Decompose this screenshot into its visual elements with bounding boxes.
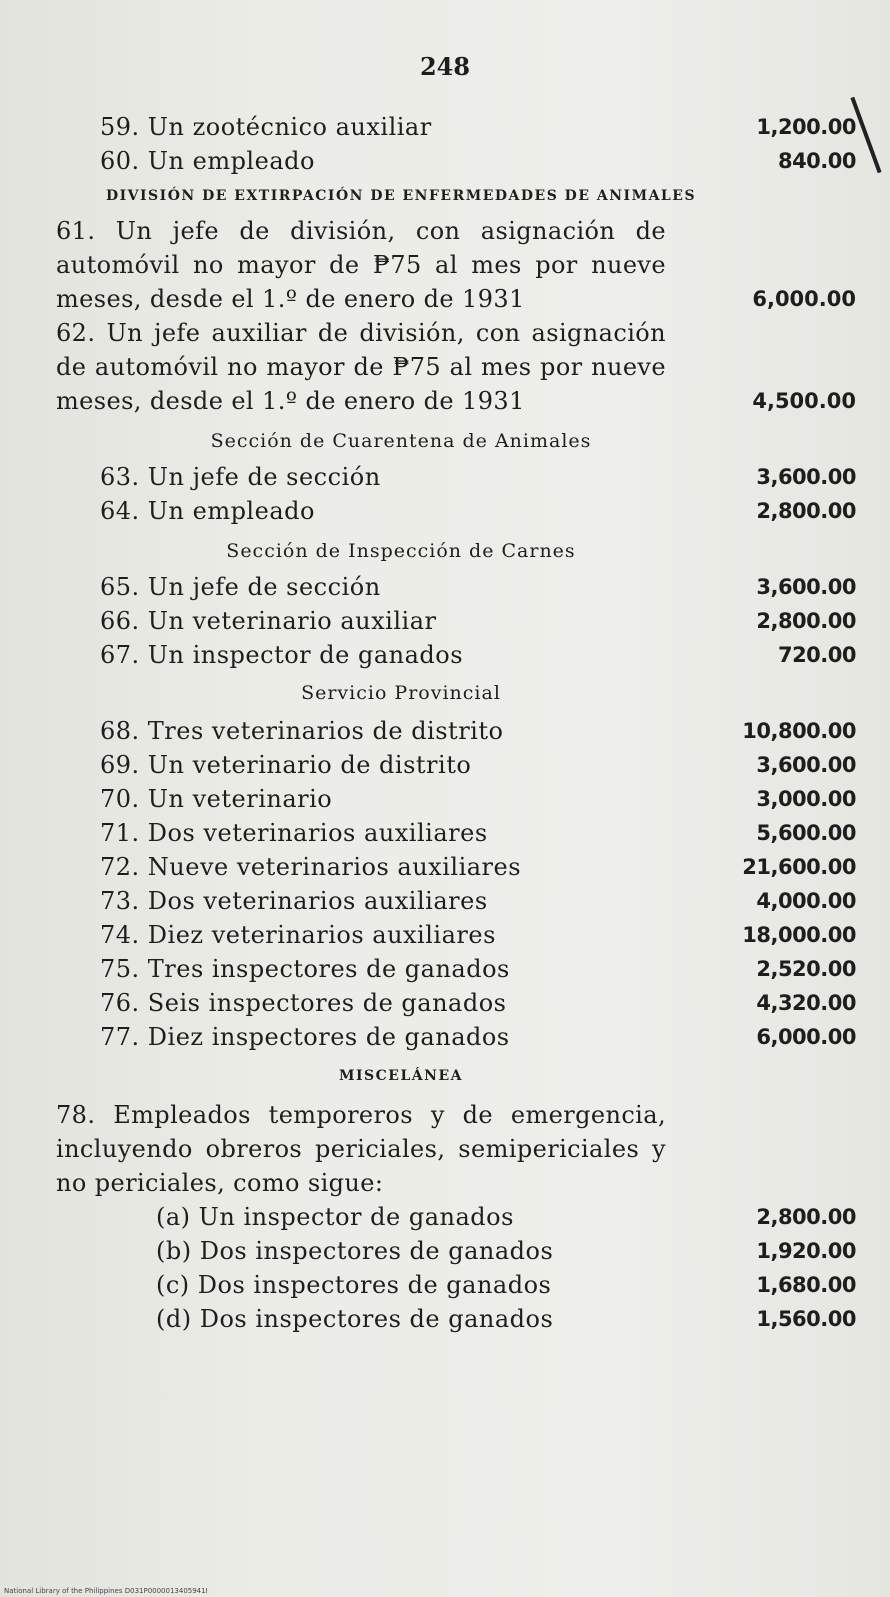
- line-item-label: 59. Un zootécnico auxiliar: [100, 110, 730, 144]
- section-carnes-heading: Sección de Inspección de Carnes: [226, 540, 576, 562]
- item-61-amount: 6,000.00: [752, 287, 856, 311]
- line-item-amount: 3,000.00: [756, 787, 856, 811]
- line-item-amount: 1,680.00: [756, 1273, 856, 1297]
- line-item: [56, 1020, 856, 1054]
- line-item-amount: 3,600.00: [756, 575, 856, 599]
- line-item-label: 68. Tres veterinarios de distrito: [100, 714, 730, 748]
- line-item: [56, 850, 856, 884]
- page-number: 248: [419, 52, 471, 81]
- line-item-label: 66. Un veterinario auxiliar: [100, 604, 730, 638]
- line-item-label: 71. Dos veterinarios auxiliares: [100, 816, 730, 850]
- line-item-label: (c) Dos inspectores de ganados: [156, 1268, 730, 1302]
- line-item: [56, 918, 856, 952]
- line-item: [56, 460, 856, 494]
- line-item-amount: 1,920.00: [756, 1239, 856, 1263]
- items-top: [56, 110, 856, 178]
- items-cuarentena: [56, 460, 856, 528]
- line-item-amount: 2,520.00: [756, 957, 856, 981]
- line-item-amount: 2,800.00: [756, 609, 856, 633]
- item-61: [56, 214, 856, 316]
- line-item-label: 67. Un inspector de ganados: [100, 638, 730, 672]
- budget-content: [56, 110, 856, 1336]
- line-item-label: 76. Seis inspectores de ganados: [100, 986, 730, 1020]
- line-item-label: 70. Un veterinario: [100, 782, 730, 816]
- line-item-label: (d) Dos inspectores de ganados: [156, 1302, 730, 1336]
- line-item: [56, 144, 856, 178]
- line-item-label: 75. Tres inspectores de ganados: [100, 952, 730, 986]
- line-item-label: (a) Un inspector de ganados: [156, 1200, 730, 1234]
- line-item-amount: 2,800.00: [756, 1205, 856, 1229]
- line-item-amount: 1,200.00: [756, 115, 856, 139]
- line-item-amount: 4,000.00: [756, 889, 856, 913]
- section-provincial-heading: Servicio Provincial: [301, 682, 501, 704]
- item-61-text: 61. Un jefe de división, con asignación de automóvil no mayor de ₱75 al mes por nueve meses, desde el 1.º de enero de 1931: [56, 217, 666, 313]
- line-item-amount: 21,600.00: [742, 855, 856, 879]
- line-item: [56, 1268, 856, 1302]
- line-item: [56, 494, 856, 528]
- line-item-amount: 840.00: [777, 149, 856, 173]
- line-item-amount: 3,600.00: [756, 465, 856, 489]
- line-item-label: 74. Diez veterinarios auxiliares: [100, 918, 730, 952]
- line-item: [56, 714, 856, 748]
- line-item-label: 63. Un jefe de sección: [100, 460, 730, 494]
- line-item-amount: 3,600.00: [756, 753, 856, 777]
- line-item-amount: 18,000.00: [742, 923, 856, 947]
- division-heading: DIVISIÓN DE EXTIRPACIÓN DE ENFERMEDADES DE ANIMALES: [105, 188, 697, 204]
- line-item-amount: 720.00: [777, 643, 856, 667]
- item-62-amount: 4,500.00: [752, 389, 856, 413]
- item-78-text: 78. Empleados temporeros y de emergencia, incluyendo obreros periciales, semipericiales y no periciales, como sigue:: [56, 1101, 666, 1197]
- line-item-label: 77. Diez inspectores de ganados: [100, 1020, 730, 1054]
- items-misc: [56, 1200, 856, 1336]
- line-item: [56, 1302, 856, 1336]
- line-item-label: (b) Dos inspectores de ganados: [156, 1234, 730, 1268]
- line-item-amount: 4,320.00: [756, 991, 856, 1015]
- line-item: [56, 884, 856, 918]
- footer-text: National Library of the Philippines D031P0000013405941I: [4, 1587, 208, 1595]
- line-item-label: 72. Nueve veterinarios auxiliares: [100, 850, 730, 884]
- line-item-label: 65. Un jefe de sección: [100, 570, 730, 604]
- line-item-amount: 5,600.00: [756, 821, 856, 845]
- line-item-label: 60. Un empleado: [100, 144, 730, 178]
- line-item: [56, 110, 856, 144]
- misc-heading: MISCELÁNEA: [338, 1068, 463, 1084]
- line-item: [56, 816, 856, 850]
- line-item: [56, 782, 856, 816]
- line-item-amount: 1,560.00: [756, 1307, 856, 1331]
- line-item-amount: 10,800.00: [742, 719, 856, 743]
- line-item-amount: 2,800.00: [756, 499, 856, 523]
- line-item-label: 73. Dos veterinarios auxiliares: [100, 884, 730, 918]
- line-item: [56, 1200, 856, 1234]
- line-item: [56, 986, 856, 1020]
- line-item: [56, 952, 856, 986]
- items-provincial: [56, 714, 856, 1054]
- line-item: [56, 1234, 856, 1268]
- line-item-label: 69. Un veterinario de distrito: [100, 748, 730, 782]
- line-item: [56, 570, 856, 604]
- line-item: [56, 748, 856, 782]
- item-62-text: 62. Un jefe auxiliar de división, con asignación de automóvil no mayor de ₱75 al mes por nueve meses, desde el 1.º de enero de 1931: [56, 319, 666, 415]
- section-cuarentena-heading: Sección de Cuarentena de Animales: [210, 430, 592, 452]
- line-item-label: 64. Un empleado: [100, 494, 730, 528]
- line-item: [56, 604, 856, 638]
- items-carnes: [56, 570, 856, 672]
- line-item-amount: 6,000.00: [756, 1025, 856, 1049]
- item-62: [56, 316, 856, 418]
- line-item: [56, 638, 856, 672]
